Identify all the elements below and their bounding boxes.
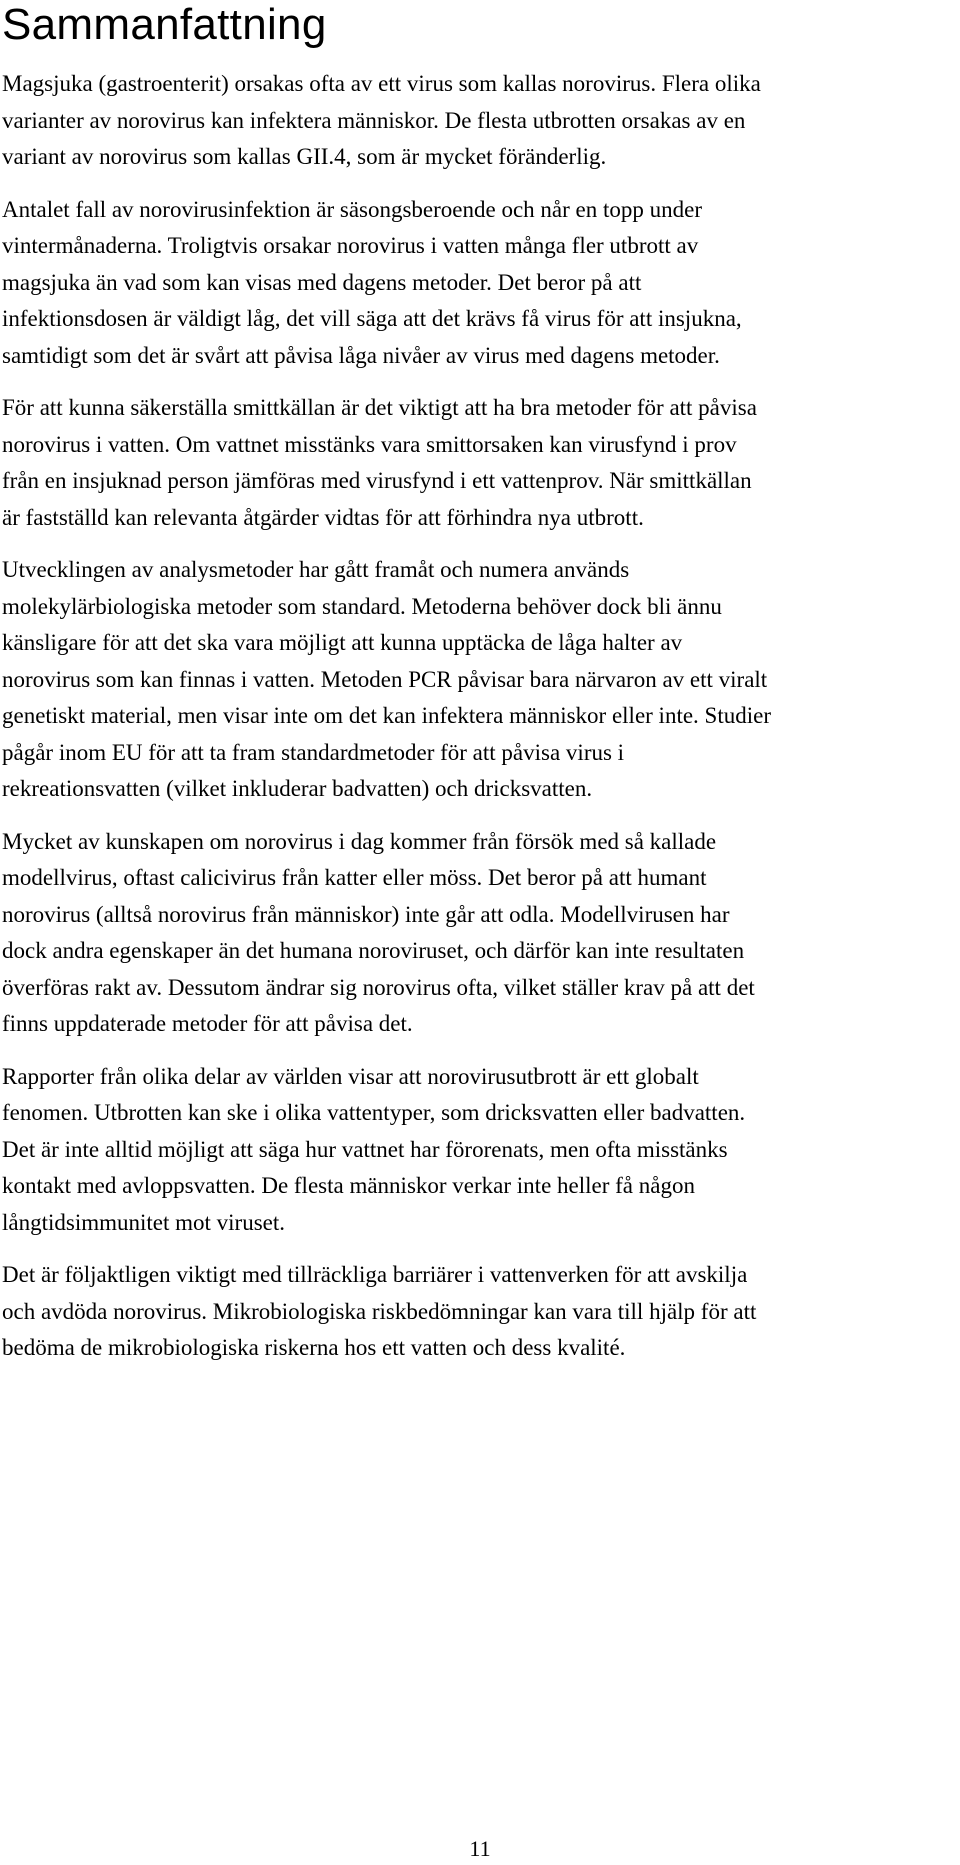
text-line: dock andra egenskaper än det humana noroviruset, och därför kan inte resultaten: [2, 938, 745, 963]
text-line: kontakt med avloppsvatten. De flesta människor verkar inte heller få någon: [2, 1173, 695, 1198]
paragraph: [2, 192, 952, 375]
paragraph: [2, 1257, 952, 1367]
page-title: Sammanfattning: [2, 0, 327, 49]
page-number: 11: [469, 1836, 491, 1861]
paragraph: [2, 390, 952, 536]
text-line: variant av norovirus som kallas GII.4, som är mycket föränderlig.: [2, 144, 607, 169]
text-line: från en insjuknad person jämföras med virusfynd i ett vattenprov. När smittkällan: [2, 468, 752, 493]
text-line: Antalet fall av norovirusinfektion är säsongsberoende och når en topp under: [2, 196, 703, 222]
paragraph: [2, 1059, 952, 1242]
paragraph: [2, 66, 952, 176]
text-line: Utvecklingen av analysmetoder har gått framåt och numera används: [2, 557, 630, 582]
text-line: överföras rakt av. Dessutom ändrar sig norovirus ofta, vilket ställer krav på att det: [2, 974, 755, 1000]
text-line: infektionsdosen är väldigt låg, det vill säga att det krävs få virus för att insjukna,: [2, 306, 742, 331]
text-line: norovirus (alltså norovirus från människor) inte går att odla. Modellvirusen har: [2, 901, 730, 927]
text-line: långtidsimmunitet mot viruset.: [2, 1209, 286, 1235]
text-line: varianter av norovirus kan infektera människor. De flesta utbrotten orsakas av en: [2, 107, 746, 133]
text-line: Det är följaktligen viktigt med tillräckliga barriärer i vattenverken för att avskilja: [2, 1262, 748, 1287]
summary-body: [2, 66, 952, 1383]
text-line: är fastställd kan relevanta åtgärder vidtas för att förhindra nya utbrott.: [2, 504, 644, 530]
text-line: Mycket av kunskapen om norovirus i dag kommer från försök med så kallade: [2, 828, 717, 854]
text-line: rekreationsvatten (vilket inkluderar badvatten) och dricksvatten.: [2, 776, 593, 801]
text-line: bedöma de mikrobiologiska riskerna hos ett vatten och dess kvalité.: [2, 1335, 626, 1360]
text-line: och avdöda norovirus. Mikrobiologiska riskbedömningar kan vara till hjälp för att: [2, 1298, 757, 1324]
text-line: Rapporter från olika delar av världen visar att norovirusutbrott är ett globalt: [2, 1063, 699, 1089]
text-line: norovirus i vatten. Om vattnet misstänks vara smittorsaken kan virusfynd i prov: [2, 431, 737, 457]
text-line: samtidigt som det är svårt att påvisa låga nivåer av virus med dagens metoder.: [2, 342, 720, 368]
text-line: För att kunna säkerställa smittkällan är det viktigt att ha bra metoder för att påvisa: [2, 395, 757, 420]
text-line: norovirus som kan finnas i vatten. Metoden PCR påvisar bara närvaron av ett viralt: [2, 666, 768, 692]
paragraph: [2, 824, 952, 1043]
text-line: magsjuka än vad som kan visas med dagens metoder. Det beror på att: [2, 269, 642, 295]
text-line: finns uppdaterade metoder för att påvisa det.: [2, 1011, 413, 1036]
text-line: genetiskt material, men visar inte om det kan infektera människor eller inte. Studier: [2, 703, 771, 728]
text-line: fenomen. Utbrotten kan ske i olika vattentyper, som dricksvatten eller badvatten.: [2, 1100, 746, 1125]
text-line: modellvirus, oftast calicivirus från katter eller möss. Det beror på att humant: [2, 865, 707, 890]
text-line: vintermånaderna. Troligtvis orsakar norovirus i vatten många fler utbrott av: [2, 233, 699, 258]
text-line: Magsjuka (gastroenterit) orsakas ofta av ett virus som kallas norovirus. Flera olika: [2, 71, 761, 96]
text-line: molekylärbiologiska metoder som standard. Metoderna behöver dock bli ännu: [2, 593, 722, 619]
text-line: pågår inom EU för att ta fram standardmetoder för att påvisa virus i: [2, 739, 625, 765]
text-line: känsligare för att det ska vara möjligt att kunna upptäcka de låga halter av: [2, 630, 683, 655]
text-line: Det är inte alltid möjligt att säga hur vattnet har förorenats, men ofta misstänks: [2, 1136, 728, 1162]
paragraph: [2, 552, 952, 808]
